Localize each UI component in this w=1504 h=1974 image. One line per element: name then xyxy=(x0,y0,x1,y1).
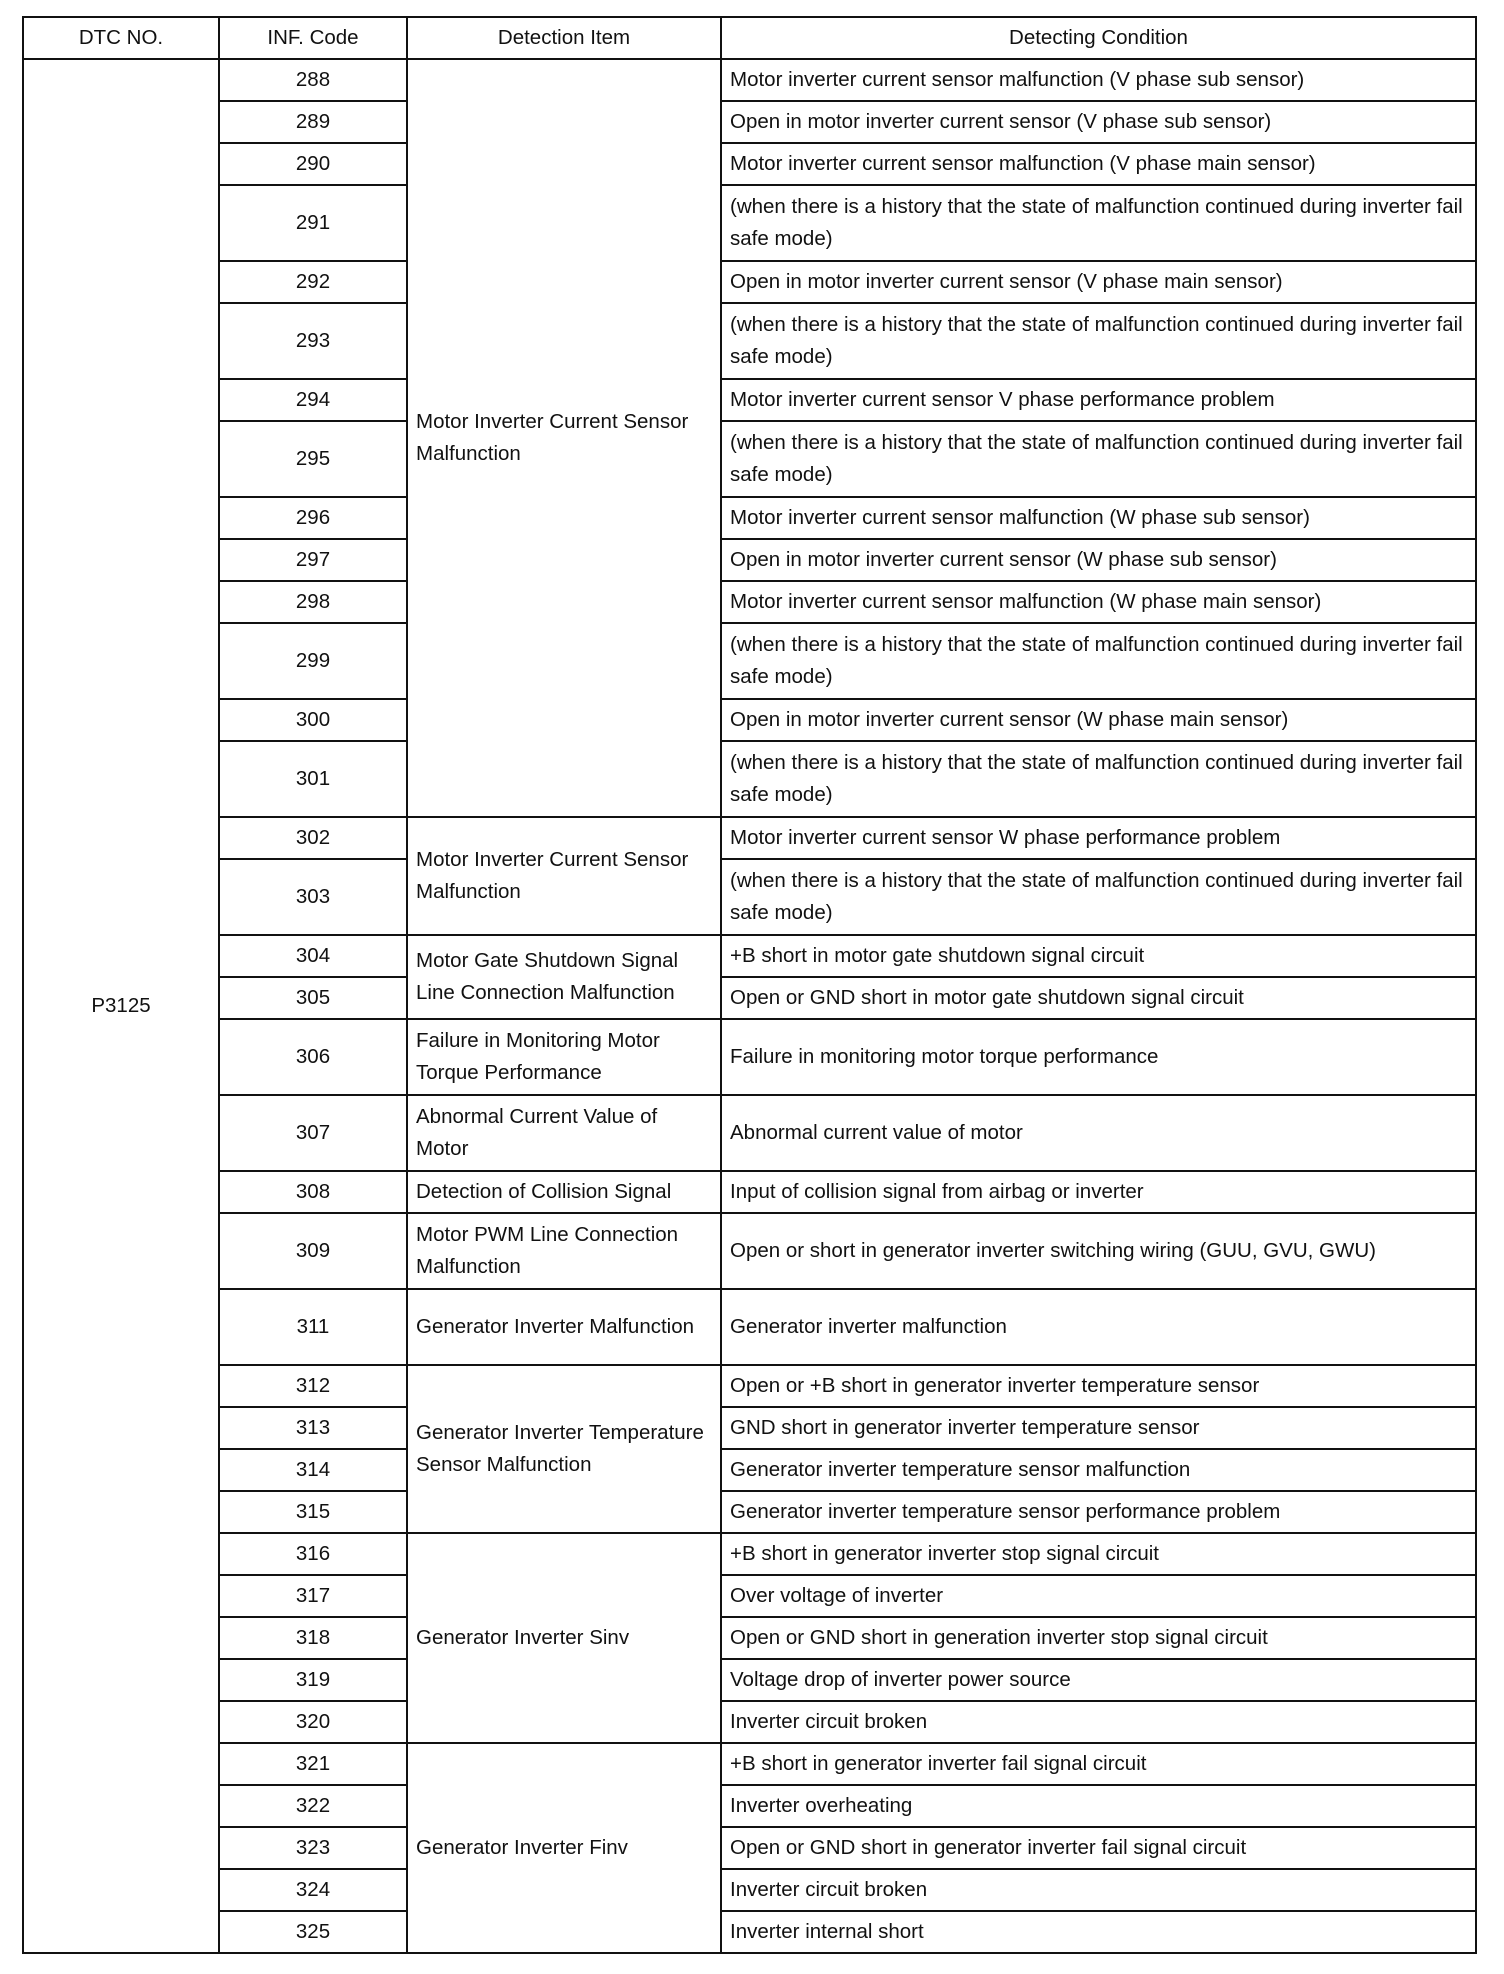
detection-item: Failure in Monitoring Motor Torque Performance xyxy=(407,1019,721,1095)
table-row xyxy=(23,1869,1476,1911)
inf-code: 291 xyxy=(219,185,407,261)
table-row xyxy=(23,379,1476,421)
table-row xyxy=(23,497,1476,539)
table-row xyxy=(23,935,1476,977)
inf-code: 316 xyxy=(219,1533,407,1575)
detecting-condition: Motor inverter current sensor malfunction (W phase sub sensor) xyxy=(721,497,1476,539)
table-row xyxy=(23,261,1476,303)
inf-code: 298 xyxy=(219,581,407,623)
detection-item: Generator Inverter Malfunction xyxy=(407,1289,721,1365)
table-row xyxy=(23,581,1476,623)
detecting-condition: Motor inverter current sensor V phase performance problem xyxy=(721,379,1476,421)
detecting-condition: Over voltage of inverter xyxy=(721,1575,1476,1617)
detecting-condition: Inverter internal short xyxy=(721,1911,1476,1953)
inf-code: 295 xyxy=(219,421,407,497)
inf-code: 294 xyxy=(219,379,407,421)
dtc-table xyxy=(22,16,1477,1954)
header-detection-item: Detection Item xyxy=(407,17,721,59)
table-row xyxy=(23,1617,1476,1659)
detecting-condition: Open in motor inverter current sensor (V phase sub sensor) xyxy=(721,101,1476,143)
table-row xyxy=(23,1743,1476,1785)
table-row xyxy=(23,421,1476,497)
table-row xyxy=(23,1827,1476,1869)
table-row xyxy=(23,1785,1476,1827)
detecting-condition: Abnormal current value of motor xyxy=(721,1095,1476,1171)
detecting-condition: (when there is a history that the state of malfunction continued during inverter fail safe mode) xyxy=(721,421,1476,497)
table-row xyxy=(23,1095,1476,1171)
table-row xyxy=(23,185,1476,261)
inf-code: 321 xyxy=(219,1743,407,1785)
detecting-condition: Generator inverter temperature sensor performance problem xyxy=(721,1491,1476,1533)
table-row xyxy=(23,859,1476,935)
inf-code: 290 xyxy=(219,143,407,185)
detecting-condition: (when there is a history that the state of malfunction continued during inverter fail safe mode) xyxy=(721,741,1476,817)
detecting-condition: (when there is a history that the state of malfunction continued during inverter fail safe mode) xyxy=(721,859,1476,935)
inf-code: 325 xyxy=(219,1911,407,1953)
inf-code: 313 xyxy=(219,1407,407,1449)
table-row xyxy=(23,539,1476,581)
table-row xyxy=(23,1171,1476,1213)
inf-code: 293 xyxy=(219,303,407,379)
table-row xyxy=(23,1213,1476,1289)
detecting-condition: Motor inverter current sensor malfunction (W phase main sensor) xyxy=(721,581,1476,623)
inf-code: 315 xyxy=(219,1491,407,1533)
inf-code: 311 xyxy=(219,1289,407,1365)
detection-item: Abnormal Current Value of Motor xyxy=(407,1095,721,1171)
inf-code: 299 xyxy=(219,623,407,699)
inf-code: 318 xyxy=(219,1617,407,1659)
inf-code: 320 xyxy=(219,1701,407,1743)
detecting-condition: +B short in generator inverter fail signal circuit xyxy=(721,1743,1476,1785)
detection-item: Motor Inverter Current Sensor Malfunction xyxy=(407,817,721,935)
detecting-condition: Open or GND short in generator inverter fail signal circuit xyxy=(721,1827,1476,1869)
detecting-condition: +B short in motor gate shutdown signal circuit xyxy=(721,935,1476,977)
table-row xyxy=(23,1449,1476,1491)
inf-code: 300 xyxy=(219,699,407,741)
inf-code: 297 xyxy=(219,539,407,581)
detecting-condition: Voltage drop of inverter power source xyxy=(721,1659,1476,1701)
detecting-condition: Open or GND short in generation inverter stop signal circuit xyxy=(721,1617,1476,1659)
table-row xyxy=(23,1701,1476,1743)
table-row xyxy=(23,1911,1476,1953)
detecting-condition: Motor inverter current sensor malfunction (V phase sub sensor) xyxy=(721,59,1476,101)
detecting-condition: (when there is a history that the state of malfunction continued during inverter fail safe mode) xyxy=(721,185,1476,261)
detecting-condition: Motor inverter current sensor malfunction (V phase main sensor) xyxy=(721,143,1476,185)
detection-item: Motor PWM Line Connection Malfunction xyxy=(407,1213,721,1289)
inf-code: 303 xyxy=(219,859,407,935)
inf-code: 292 xyxy=(219,261,407,303)
inf-code: 306 xyxy=(219,1019,407,1095)
detecting-condition: Failure in monitoring motor torque performance xyxy=(721,1019,1476,1095)
table-row xyxy=(23,303,1476,379)
table-row xyxy=(23,143,1476,185)
table-row xyxy=(23,623,1476,699)
table-row xyxy=(23,1407,1476,1449)
detecting-condition: Open in motor inverter current sensor (V phase main sensor) xyxy=(721,261,1476,303)
table-row xyxy=(23,59,1476,101)
inf-code: 308 xyxy=(219,1171,407,1213)
detecting-condition: Motor inverter current sensor W phase performance problem xyxy=(721,817,1476,859)
detecting-condition: Open or GND short in motor gate shutdown signal circuit xyxy=(721,977,1476,1019)
inf-code: 309 xyxy=(219,1213,407,1289)
detection-item: Motor Inverter Current Sensor Malfunction xyxy=(407,59,721,817)
table-row xyxy=(23,1659,1476,1701)
detecting-condition: (when there is a history that the state of malfunction continued during inverter fail safe mode) xyxy=(721,303,1476,379)
header-row xyxy=(23,17,1476,59)
header-detecting-condition: Detecting Condition xyxy=(721,17,1476,59)
header-dtc-no: DTC NO. xyxy=(23,17,219,59)
detecting-condition: Open or short in generator inverter switching wiring (GUU, GVU, GWU) xyxy=(721,1213,1476,1289)
table-row xyxy=(23,1491,1476,1533)
detecting-condition: Generator inverter temperature sensor malfunction xyxy=(721,1449,1476,1491)
table-row xyxy=(23,1575,1476,1617)
inf-code: 314 xyxy=(219,1449,407,1491)
detecting-condition: Open or +B short in generator inverter temperature sensor xyxy=(721,1365,1476,1407)
detection-item: Generator Inverter Temperature Sensor Malfunction xyxy=(407,1365,721,1533)
detecting-condition: Inverter circuit broken xyxy=(721,1869,1476,1911)
dtc-number: P3125 xyxy=(23,59,219,1953)
table-row xyxy=(23,1019,1476,1095)
detecting-condition: Open in motor inverter current sensor (W phase sub sensor) xyxy=(721,539,1476,581)
inf-code: 323 xyxy=(219,1827,407,1869)
detecting-condition: +B short in generator inverter stop signal circuit xyxy=(721,1533,1476,1575)
detecting-condition: Inverter overheating xyxy=(721,1785,1476,1827)
detection-item: Detection of Collision Signal xyxy=(407,1171,721,1213)
detecting-condition: Open in motor inverter current sensor (W phase main sensor) xyxy=(721,699,1476,741)
table-row xyxy=(23,101,1476,143)
inf-code: 301 xyxy=(219,741,407,817)
inf-code: 307 xyxy=(219,1095,407,1171)
inf-code: 305 xyxy=(219,977,407,1019)
inf-code: 319 xyxy=(219,1659,407,1701)
detection-item: Motor Gate Shutdown Signal Line Connection Malfunction xyxy=(407,935,721,1019)
inf-code: 317 xyxy=(219,1575,407,1617)
inf-code: 296 xyxy=(219,497,407,539)
inf-code: 289 xyxy=(219,101,407,143)
detection-item: Generator Inverter Finv xyxy=(407,1743,721,1953)
table-row xyxy=(23,1289,1476,1365)
inf-code: 322 xyxy=(219,1785,407,1827)
header-inf-code: INF. Code xyxy=(219,17,407,59)
detecting-condition: (when there is a history that the state of malfunction continued during inverter fail safe mode) xyxy=(721,623,1476,699)
table-row xyxy=(23,817,1476,859)
inf-code: 288 xyxy=(219,59,407,101)
detecting-condition: GND short in generator inverter temperature sensor xyxy=(721,1407,1476,1449)
inf-code: 324 xyxy=(219,1869,407,1911)
inf-code: 302 xyxy=(219,817,407,859)
detection-item: Generator Inverter Sinv xyxy=(407,1533,721,1743)
detecting-condition: Generator inverter malfunction xyxy=(721,1289,1476,1365)
table-row xyxy=(23,1533,1476,1575)
table-row xyxy=(23,977,1476,1019)
table-row xyxy=(23,741,1476,817)
detecting-condition: Input of collision signal from airbag or inverter xyxy=(721,1171,1476,1213)
table-row xyxy=(23,1365,1476,1407)
inf-code: 312 xyxy=(219,1365,407,1407)
detecting-condition: Inverter circuit broken xyxy=(721,1701,1476,1743)
dtc-table-sheet xyxy=(22,16,1477,1954)
table-row xyxy=(23,699,1476,741)
inf-code: 304 xyxy=(219,935,407,977)
